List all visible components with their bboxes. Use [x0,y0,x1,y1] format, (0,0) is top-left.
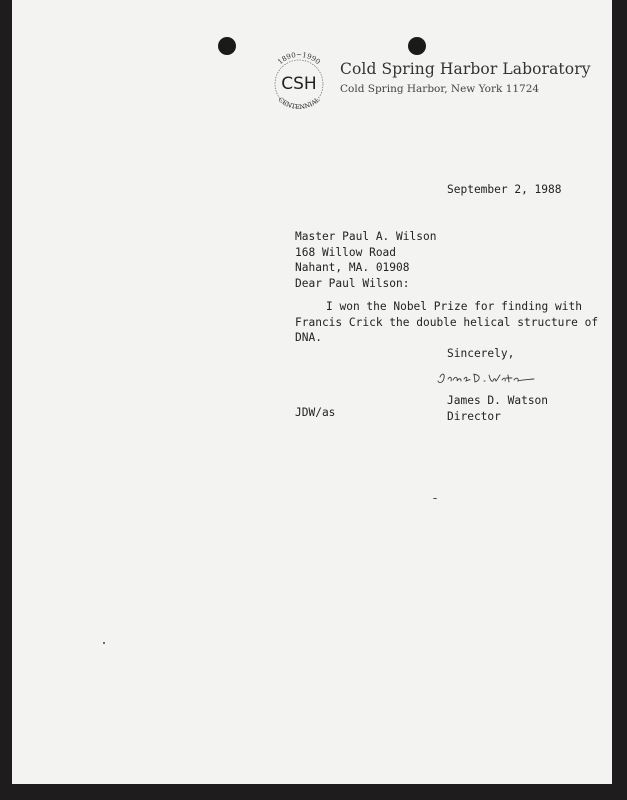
handwritten-signature [436,367,536,389]
seal-initials: CSH [281,74,317,94]
paper-speck [103,642,105,644]
centennial-seal-logo [262,47,336,121]
recipient-line: Nahant, MA. 01908 [295,261,410,274]
letter-body [295,299,598,346]
laboratory-address: Cold Spring Harbor, New York 11724 [340,83,540,95]
signer-block [447,393,548,424]
signer-name: James D. Watson [447,394,549,407]
seal-caption: CENTENNIAL [276,95,322,112]
closing: Sincerely, [447,347,515,360]
reference-initials: JDW/as [295,406,336,419]
punch-hole-left [218,37,236,55]
recipient-line: Master Paul A. Wilson [295,230,437,243]
seal-years: 1890~1990 [276,51,322,67]
punch-hole-right [408,37,426,55]
paper-speck [433,498,437,499]
body-line: Francis Crick the double helical structure of [295,315,599,329]
svg-text:1890~1990 [276,51,321,66]
letter-date: September 2, 1988 [447,183,562,196]
salutation: Dear Paul Wilson: [295,277,410,290]
body-line: DNA. [295,331,322,344]
recipient-line: 168 Willow Road [295,245,397,259]
signer-title: Director [447,409,501,423]
recipient-address [295,229,436,276]
laboratory-name: Cold Spring Harbor Laboratory [340,60,591,78]
svg-text:CENTENNIAL [277,95,322,111]
body-line: I won the Nobel Prize for finding with [326,300,582,313]
